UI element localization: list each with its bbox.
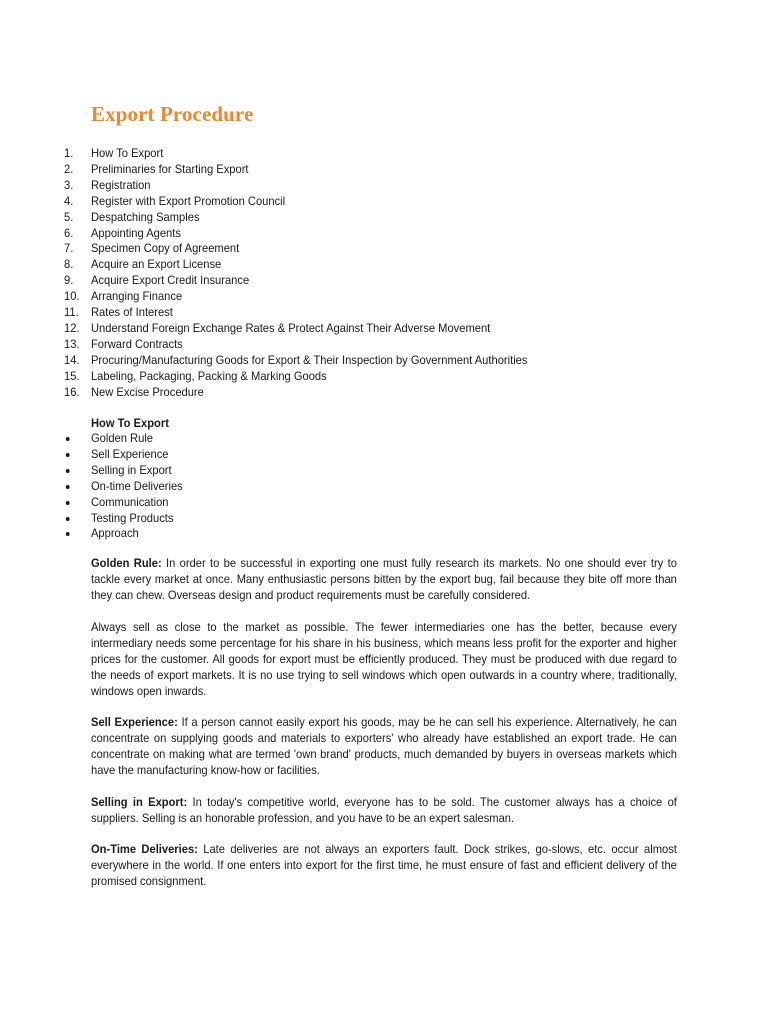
list-number: 13. (64, 336, 80, 351)
list-item-text: Preliminaries for Starting Export (90, 161, 249, 176)
bullet-text: Golden Rule (90, 431, 154, 445)
list-item-text: Forward Contracts (90, 336, 183, 351)
bullet-item (64, 463, 183, 479)
paragraph-sell-experience (91, 715, 677, 779)
paragraph-golden-rule (91, 556, 677, 604)
list-item (64, 178, 527, 194)
list-number: 1. (64, 146, 74, 160)
list-number: 2. (64, 161, 74, 176)
list-number: 5. (64, 209, 74, 224)
list-item-text: How To Export (90, 146, 164, 160)
list-item (64, 210, 527, 226)
section-heading: How To Export (91, 416, 169, 430)
page-title: Export Procedure (91, 102, 254, 126)
bullet-text: Approach (90, 526, 139, 541)
list-number: 9. (64, 273, 74, 288)
list-item-text: Acquire Export Credit Insurance (90, 273, 250, 288)
paragraph-sell-close (91, 620, 677, 700)
list-item (64, 337, 527, 353)
list-number: 15. (64, 368, 80, 383)
list-item (64, 241, 527, 257)
paragraph-lead: Golden Rule: (91, 556, 162, 570)
bullet-text: Selling in Export (90, 462, 172, 477)
bullet-dot-icon (66, 437, 70, 441)
list-item-text: Specimen Copy of Agreement (90, 241, 240, 256)
paragraph-text: If a person cannot easily export his goods, may be he can sell his experience. Alternatively, he can concentrate on supplying goods and materials to exporters' who already have established an export trade. He can concentrate on making what are termed 'own brand' products, much demanded by buyers in overseas markets which have the manufacturing know-how or facilities. (91, 715, 677, 777)
list-item-text: Arranging Finance (90, 289, 183, 304)
list-item (64, 305, 527, 321)
list-item-text: Rates of Interest (90, 305, 173, 320)
bullet-dot-icon (66, 517, 70, 521)
bullet-list (64, 431, 183, 542)
list-number: 8. (64, 257, 74, 272)
list-item-text: New Excise Procedure (90, 384, 204, 399)
list-item-text: Register with Export Promotion Council (90, 193, 286, 208)
bullet-dot-icon (66, 485, 70, 489)
bullet-text: Sell Experience (90, 446, 169, 461)
bullet-dot-icon (66, 469, 70, 473)
paragraph-lead: Sell Experience: (91, 715, 178, 729)
list-item-text: Registration (90, 177, 151, 192)
list-number: 3. (64, 177, 74, 192)
paragraph-lead: Selling in Export: (91, 795, 188, 809)
paragraph-text: Late deliveries are not always an exporters fault. Dock strikes, go-slows, etc. occur almost everywhere in the world. If one enters into export for the first time, he must ensure of fast and efficient delivery of the promised consignment. (91, 842, 677, 888)
list-item-text: Acquire an Export License (90, 257, 222, 272)
paragraph-text: In order to be successful in exporting one must fully research its markets. No one should ever try to tackle every market at once. Many enthusiastic persons bitten by the export bug, fail because they bite off more than they can chew. Overseas design and product requirements must be carefully considered. (91, 556, 677, 602)
paragraph-lead: On-Time Deliveries: (91, 842, 198, 856)
list-item (64, 385, 527, 401)
bullet-item (64, 495, 183, 511)
list-item (64, 194, 527, 210)
list-number: 10. (64, 289, 80, 304)
bullet-text: On-time Deliveries (90, 478, 183, 493)
list-item (64, 162, 527, 178)
list-number: 4. (64, 193, 74, 208)
list-number: 11. (64, 305, 79, 320)
list-item (64, 353, 527, 369)
paragraph-text: Always sell as close to the market as possible. The fewer intermediaries one has the better, because every intermediary needs some percentage for his share in his business, which means less profit for the exporter and higher prices for the customer. All goods for export must be efficiently produced. They must be produced with due regard to the needs of export markets. It is no use trying to sell windows which open outwards in a country where, traditionally, windows open inwards. (91, 620, 677, 698)
list-number: 6. (64, 225, 74, 240)
list-item-text: Understand Foreign Exchange Rates & Protect Against Their Adverse Movement (90, 320, 491, 335)
list-number: 12. (64, 320, 80, 335)
bullet-dot-icon (66, 501, 70, 505)
paragraph-text: In today's competitive world, everyone has to be sold. The customer always has a choice of suppliers. Selling is an honorable profession, and you have to be an expert salesman. (91, 795, 677, 825)
list-item-text: Labeling, Packaging, Packing & Marking Goods (90, 368, 327, 383)
contents-list (64, 146, 527, 401)
bullet-text: Communication (90, 494, 169, 509)
paragraph-selling-in-export (91, 795, 677, 827)
bullet-item (64, 447, 183, 463)
list-number: 7. (64, 241, 74, 256)
bullet-item (64, 511, 183, 527)
list-number: 16. (64, 384, 80, 399)
bullet-item (64, 526, 183, 542)
list-item (64, 321, 527, 337)
list-item (64, 226, 527, 242)
list-item (64, 146, 527, 162)
list-number: 14. (64, 352, 80, 367)
list-item (64, 273, 527, 289)
bullet-dot-icon (66, 532, 70, 536)
list-item (64, 289, 527, 305)
bullet-dot-icon (66, 453, 70, 457)
bullet-text: Testing Products (90, 510, 174, 525)
list-item-text: Procuring/Manufacturing Goods for Export & Their Inspection by Government Authorities (90, 352, 528, 367)
bullet-item (64, 431, 183, 447)
paragraph-on-time-deliveries (91, 842, 677, 890)
list-item (64, 257, 527, 273)
bullet-item (64, 479, 183, 495)
list-item-text: Despatching Samples (90, 209, 200, 224)
list-item-text: Appointing Agents (90, 225, 181, 240)
list-item (64, 369, 527, 385)
